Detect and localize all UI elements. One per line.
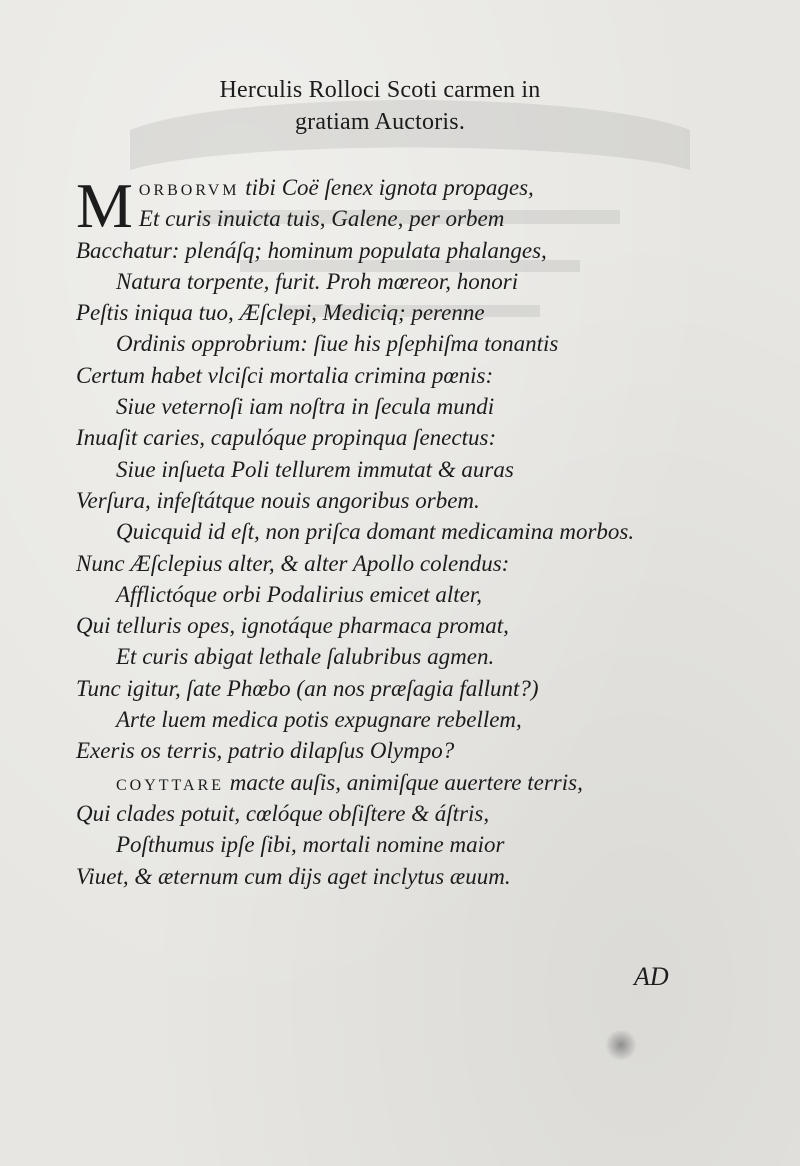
heading-line-1: Herculis Rolloci Scoti carmen in — [219, 77, 541, 103]
poem-line: Verſura, infeſtátque nouis angoribus orbem. — [76, 487, 480, 513]
poem-line: Viuet, & æternum cum dijs aget inclytus æuum. — [76, 863, 511, 889]
ink-stain — [604, 1030, 638, 1060]
poem-line: Et curis inuicta tuis, Galene, per orbem — [138, 206, 505, 232]
opening-small-caps: ORBORVM — [138, 182, 240, 199]
poem-body — [76, 172, 766, 892]
poem-line-coyttare — [76, 767, 766, 798]
poem-line: Qui telluris opes, ignotáque pharmaca promat, — [76, 613, 509, 639]
poem-line: Poſthumus ipſe ſibi, mortali nomine maior — [116, 832, 505, 858]
poem-line: Et curis abigat lethale ſalubribus agmen. — [116, 644, 495, 670]
opening-line-text: tibi Coë ſenex ignota propages, — [239, 175, 534, 200]
poem-line: Quicquid id eſt, non priſca domant medicamina morbos. — [116, 519, 635, 545]
coyttare-small-caps: COYTTARE — [116, 776, 225, 794]
poem-line: Qui clades potuit, cœlóque obſiſtere & áſtris, — [76, 800, 490, 826]
poem-line: Siue veternoſi iam noſtra in ſecula mundi — [116, 394, 495, 420]
poem-line: Tunc igitur, ſate Phœbo (an nos præſagia fallunt?) — [76, 675, 539, 701]
poem-line: Arte luem medica potis expugnare rebellem, — [116, 707, 522, 733]
heading-line-2: gratiam Auctoris. — [294, 109, 466, 135]
coyttare-line-text: macte auſis, animiſque auertere terris, — [224, 769, 583, 795]
poem-heading — [0, 74, 760, 138]
poem-line: Siue inſueta Poli tellurem immutat & auras — [116, 456, 514, 482]
poem-line: Inuaſit caries, capulóque propinqua ſenectus: — [76, 425, 497, 451]
poem-line: Exeris os terris, patrio dilapſus Olympo? — [76, 738, 455, 764]
poem-line: Peſtis iniqua tuo, Æſclepi, Mediciq; perenne — [76, 300, 485, 326]
poem-line: Natura torpente, furit. Proh mœreor, honori — [116, 268, 519, 294]
poem-line: Certum habet vlciſci mortalia crimina pœnis: — [76, 362, 494, 388]
poem-line: Afflictóque orbi Podalirius emicet alter, — [116, 581, 483, 607]
catchword: AD — [634, 962, 669, 991]
poem-line: Ordinis opprobrium: ſiue his pſephiſma tonantis — [116, 331, 559, 357]
poem-line: Nunc Æſclepius alter, & alter Apollo colendus: — [76, 550, 510, 576]
poem-line: Bacchatur: plenáſq; hominum populata phalanges, — [76, 237, 547, 263]
drop-capital: M — [76, 170, 133, 241]
